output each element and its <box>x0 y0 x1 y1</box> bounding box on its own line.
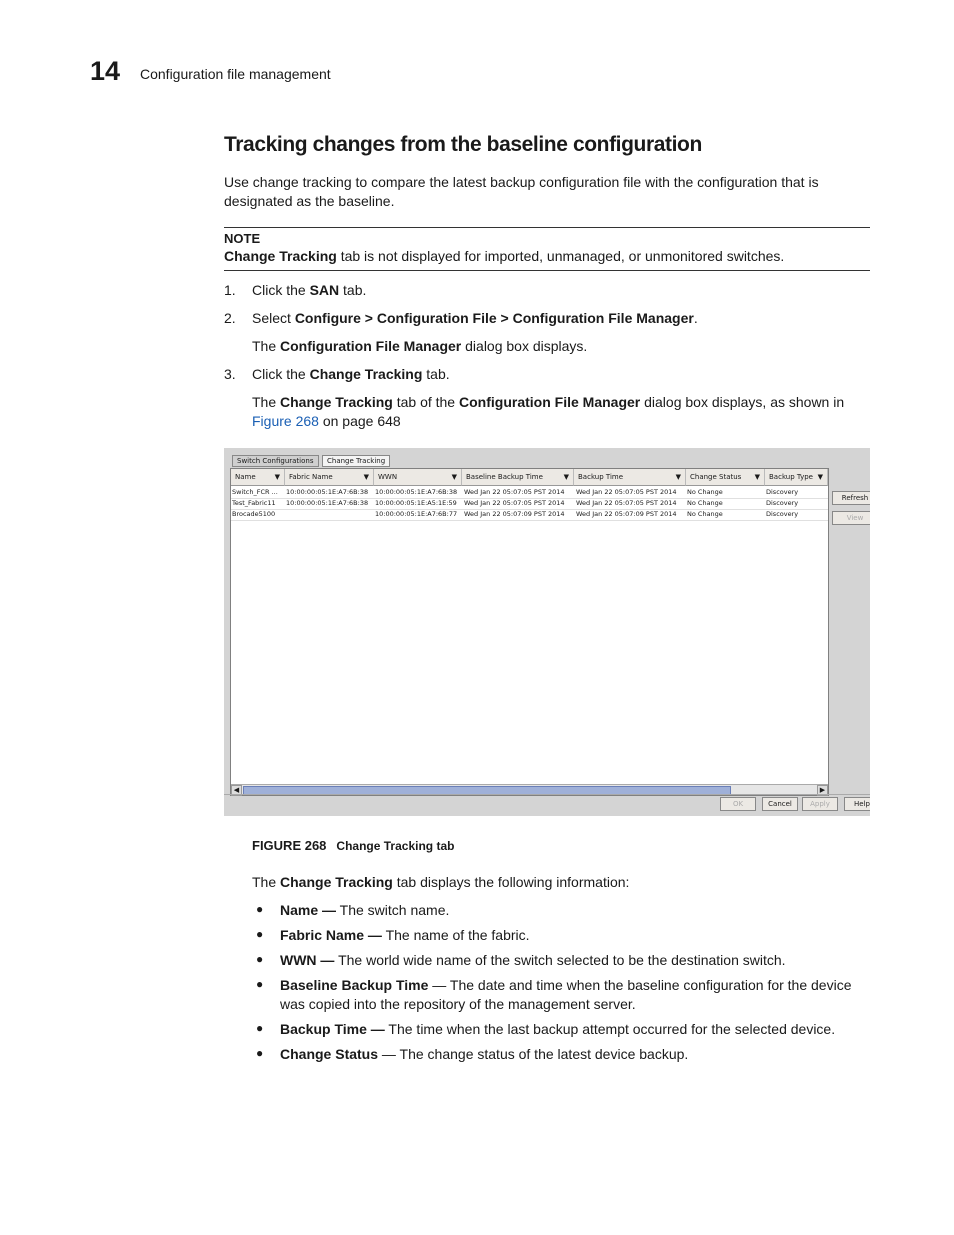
cell-backup-type: Discovery <box>766 510 799 518</box>
bullet-icon: ● <box>256 927 264 941</box>
column-header-backup-type-label: Backup Type <box>769 473 813 481</box>
bullet-term: Backup Time — <box>280 1021 385 1037</box>
sort-dropdown-icon[interactable]: ▼ <box>451 473 457 481</box>
scroll-left-icon[interactable]: ◀ <box>231 785 242 796</box>
column-header-change-status[interactable] <box>686 469 765 486</box>
column-header-name[interactable] <box>231 469 285 486</box>
step-3-bold: Change Tracking <box>309 366 423 382</box>
bullet-change-status <box>280 1045 688 1064</box>
step-1-pre: Click the <box>252 282 310 298</box>
note-label: NOTE <box>224 231 261 246</box>
cell-backup-time: Wed Jan 22 05:07:05 PST 2014 <box>576 499 677 507</box>
step-2 <box>252 309 698 328</box>
step-2-post: . <box>693 310 698 326</box>
step-2-result <box>252 337 587 356</box>
chapter-title: Configuration file management <box>140 66 331 82</box>
figure-link-tail: on page 648 <box>318 413 401 429</box>
step-3 <box>252 365 450 384</box>
bullet-desc: The world wide name of the switch selected to be the destination switch. <box>334 952 786 968</box>
step-3-number: 3. <box>224 366 236 382</box>
bullet-term: Fabric Name — <box>280 927 382 943</box>
step-1-number: 1. <box>224 282 236 298</box>
cell-backup-time: Wed Jan 22 05:07:05 PST 2014 <box>576 488 677 496</box>
column-header-fabric-name[interactable] <box>285 469 374 486</box>
cell-change-status: No Change <box>687 499 723 507</box>
cell-fabric-name: 10:00:00:05:1E:A7:6B:38 <box>286 499 369 507</box>
column-header-fabric-name-label: Fabric Name <box>289 473 333 481</box>
tab-switch-configurations[interactable]: Switch Configurations <box>232 455 319 467</box>
view-button[interactable]: View <box>832 511 870 525</box>
section-title: Tracking changes from the baseline configuration <box>224 133 702 156</box>
info-intro-post: tab displays the following information: <box>392 874 630 890</box>
sort-dropdown-icon[interactable]: ▼ <box>817 473 823 481</box>
chapter-number: 14 <box>90 56 121 86</box>
step-3-result-mid: tab of the <box>392 394 459 410</box>
cell-backup-time: Wed Jan 22 05:07:09 PST 2014 <box>576 510 677 518</box>
bullet-icon: ● <box>256 1021 264 1035</box>
bullet-desc: — The change status of the latest device backup. <box>378 1046 689 1062</box>
sort-dropdown-icon[interactable]: ▼ <box>563 473 569 481</box>
bullet-icon: ● <box>256 977 264 991</box>
scroll-right-icon[interactable]: ▶ <box>817 785 828 796</box>
tab-change-tracking[interactable]: Change Tracking <box>322 455 390 467</box>
bullet-icon: ● <box>256 1046 264 1060</box>
step-3-result <box>252 393 844 412</box>
cell-wwn: 10:00:00:05:1E:A5:1E:59 <box>375 499 457 507</box>
step-3-result-line-2 <box>252 412 401 431</box>
bullet-term: WWN — <box>280 952 335 968</box>
bullet-backup-time <box>280 1020 835 1039</box>
intro-line-2: designated as the baseline. <box>224 193 395 209</box>
step-3-result-pre: The <box>252 394 281 410</box>
cell-baseline-backup-time: Wed Jan 22 05:07:05 PST 2014 <box>464 499 565 507</box>
column-header-backup-time[interactable] <box>574 469 686 486</box>
note-top-rule <box>224 227 870 228</box>
step-3-pre: Click the <box>252 366 310 382</box>
bullet-term: Name — <box>280 902 337 918</box>
refresh-button[interactable]: Refresh <box>832 491 870 505</box>
step-3-result-post: dialog box displays, as shown in <box>640 394 845 410</box>
cell-backup-type: Discovery <box>766 499 799 507</box>
bullet-icon: ● <box>256 952 264 966</box>
step-2-result-post: dialog box displays. <box>461 338 588 354</box>
bullet-desc: — The date and time when the baseline configuration for the device <box>428 977 852 993</box>
column-header-change-status-label: Change Status <box>690 473 742 481</box>
ok-button[interactable]: OK <box>720 797 756 811</box>
step-2-number: 2. <box>224 310 236 326</box>
bullet-name <box>280 901 449 920</box>
bullet-desc: The name of the fabric. <box>381 927 530 943</box>
table-row[interactable] <box>231 509 828 521</box>
cell-wwn: 10:00:00:05:1E:A7:6B:38 <box>375 488 458 496</box>
step-2-bold: Configure > Configuration File > Configuration File Manager <box>294 310 694 326</box>
bullet-baseline-backup-time <box>280 976 852 995</box>
step-1 <box>252 281 366 300</box>
cell-name: Brocade5100 <box>232 510 276 518</box>
step-2-result-bold: Configuration File Manager <box>280 338 462 354</box>
note-bold: Change Tracking <box>224 248 337 264</box>
cell-baseline-backup-time: Wed Jan 22 05:07:09 PST 2014 <box>464 510 565 518</box>
column-header-baseline-label: Baseline Backup Time <box>466 473 543 481</box>
sort-dropdown-icon[interactable]: ▼ <box>363 473 369 481</box>
bullet-baseline-backup-time-line-2: was copied into the repository of the management server. <box>280 996 636 1012</box>
cell-change-status: No Change <box>687 488 723 496</box>
column-header-name-label: Name <box>235 473 256 481</box>
figure-caption <box>252 838 454 853</box>
change-tracking-table <box>230 468 829 796</box>
column-header-baseline-backup-time[interactable] <box>462 469 574 486</box>
help-button[interactable]: Help <box>844 797 870 811</box>
cell-baseline-backup-time: Wed Jan 22 05:07:05 PST 2014 <box>464 488 565 496</box>
bullet-term: Baseline Backup Time <box>280 977 429 993</box>
figure-title: Change Tracking tab <box>336 839 455 853</box>
bullet-icon: ● <box>256 902 264 916</box>
cell-fabric-name: 10:00:00:05:1E:A7:6B:38 <box>286 488 369 496</box>
cell-wwn: 10:00:00:05:1E:A7:6B:77 <box>375 510 458 518</box>
step-3-result-bold-1: Change Tracking <box>280 394 393 410</box>
step-1-bold: SAN <box>309 282 340 298</box>
bullet-desc: The switch name. <box>336 902 450 918</box>
dialog-divider <box>224 794 870 795</box>
sort-dropdown-icon[interactable]: ▼ <box>274 473 280 481</box>
sort-dropdown-icon[interactable]: ▼ <box>754 473 760 481</box>
bullet-term: Change Status <box>280 1046 379 1062</box>
step-3-post: tab. <box>422 366 450 382</box>
note-bottom-rule <box>224 270 870 271</box>
info-intro-bold: Change Tracking <box>280 874 393 890</box>
column-header-wwn[interactable] <box>374 469 462 486</box>
bullet-desc: The time when the last backup attempt occurred for the selected device. <box>384 1021 836 1037</box>
column-header-backup-time-label: Backup Time <box>578 473 624 481</box>
change-tracking-dialog <box>224 448 870 816</box>
intro-line-1: Use change tracking to compare the latest backup configuration file with the configuration that is <box>224 174 819 190</box>
cancel-button[interactable]: Cancel <box>762 797 798 811</box>
note-text <box>224 247 784 266</box>
cell-name: Test_Fabric11 <box>232 499 276 507</box>
step-2-pre: Select <box>252 310 295 326</box>
apply-button[interactable]: Apply <box>802 797 838 811</box>
step-2-result-pre: The <box>252 338 281 354</box>
cell-backup-type: Discovery <box>766 488 799 496</box>
info-intro-pre: The <box>252 874 281 890</box>
figure-label: FIGURE 268 <box>252 838 327 853</box>
step-3-result-bold-2: Configuration File Manager <box>459 394 641 410</box>
note-body: tab is not displayed for imported, unmanaged, or unmonitored switches. <box>336 248 785 264</box>
info-intro <box>252 873 629 892</box>
column-header-wwn-label: WWN <box>378 473 398 481</box>
step-1-post: tab. <box>339 282 367 298</box>
cell-name: Switch_FCR ... <box>232 488 278 496</box>
figure-link[interactable]: Figure 268 <box>252 413 319 429</box>
column-header-backup-type[interactable] <box>765 469 828 486</box>
sort-dropdown-icon[interactable]: ▼ <box>675 473 681 481</box>
bullet-fabric-name <box>280 926 530 945</box>
bullet-wwn <box>280 951 786 970</box>
cell-change-status: No Change <box>687 510 723 518</box>
